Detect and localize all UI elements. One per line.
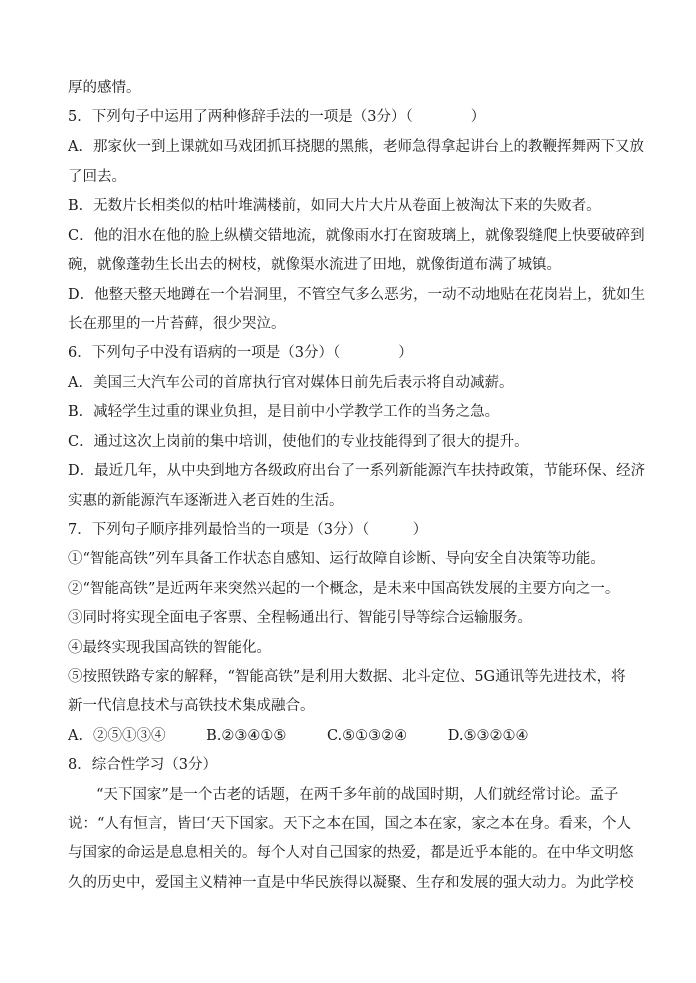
q7-options bbox=[68, 726, 564, 746]
q7-sentence-2: ②“智能高铁”是近两年来突然兴起的一个概念，是未来中国高铁发展的主要方向之一。 bbox=[68, 581, 620, 597]
q7-option-a: A．②⑤①③④ bbox=[68, 728, 166, 744]
question-5-stem: 5．下列句子中运用了两种修辞手法的一项是（3分）（ ） bbox=[68, 109, 486, 125]
q6-option-c: C．通过这次上岗前的集中培训，使他们的专业技能得到了很大的提升。 bbox=[68, 434, 529, 450]
text-line: 实惠的新能源汽车逐渐进入老百姓的生活。 bbox=[68, 493, 344, 509]
text-line: 了回去。 bbox=[68, 169, 126, 185]
q5-option-b: B．无数片长相类似的枯叶堆满楼前，如同大片大片从卷面上被淘汰下来的失败者。 bbox=[68, 198, 601, 214]
text-line: 长在那里的一片苔藓，很少哭泣。 bbox=[68, 316, 286, 332]
text-line: 厚的感情。 bbox=[68, 80, 141, 96]
q7-option-d: D.⑤③②①④ bbox=[447, 728, 529, 744]
q7-sentence-3: ③同时将实现全面电子客票、全程畅通出行、智能引导等综合运输服务。 bbox=[68, 610, 532, 626]
q7-option-b: B.②③④①⑤ bbox=[206, 728, 287, 744]
q7-option-c: C.⑤①③②④ bbox=[326, 728, 408, 744]
text-line: 碗，就像蓬勃生长出去的树枝，就像渠水流进了田地，就像街道布满了城镇。 bbox=[68, 257, 561, 273]
text-line: 新一代信息技术与高铁技术集成融合。 bbox=[68, 698, 315, 714]
q7-sentence-1: ①“智能高铁”列车具备工作状态自感知、运行故障自诊断、导向安全自决策等功能。 bbox=[68, 551, 605, 567]
q5-option-a: A．那家伙一到上课就如马戏团抓耳挠腮的黑熊，老师急得拿起讲台上的教鞭挥舞两下又放 bbox=[68, 139, 644, 155]
q7-sentence-4: ④最终实现我国高铁的智能化。 bbox=[68, 640, 271, 656]
q7-sentence-5: ⑤按照铁路专家的解释，“智能高铁”是利用大数据、北斗定位、5G通讯等先进技术，将 bbox=[68, 669, 626, 685]
question-7-stem: 7．下列句子顺序排列最恰当的一项是（3分）（ ） bbox=[68, 522, 428, 538]
q8-paragraph-line: 与国家的命运是息息相关的。每个人对自己国家的热爱，都是近乎本能的。在中华文明悠 bbox=[68, 845, 634, 861]
q5-option-c: C．他的泪水在他的脸上纵横交错地流，就像雨水打在窗玻璃上，就像裂缝爬上快要破碎到 bbox=[68, 228, 645, 244]
q8-paragraph-line: 说：“人有恒言，皆曰‘天下国家。天下之本在国，国之本在家，家之本在身。看来，个人 bbox=[68, 816, 632, 832]
q8-paragraph-line: 久的历史中，爱国主义精神一直是中华民族得以凝聚、生存和发展的强大动力。为此学校 bbox=[68, 875, 634, 891]
question-8-title: 8．综合性学习（3分） bbox=[68, 757, 217, 773]
q6-option-b: B．减轻学生过重的课业负担，是目前中小学教学工作的当务之急。 bbox=[68, 404, 500, 420]
q6-option-d: D．最近几年，从中央到地方各级政府出台了一系列新能源汽车扶持政策，节能环保、经济 bbox=[68, 463, 646, 479]
q8-paragraph-line: “天下国家”是一个古老的话题，在两千多年前的战国时期，人们就经常讨论。孟子 bbox=[96, 787, 619, 803]
question-6-stem: 6．下列句子中没有语病的一项是（3分）（ ） bbox=[68, 345, 413, 361]
q6-option-a: A．美国三大汽车公司的首席执行官对媒体日前先后表示将自动减薪。 bbox=[68, 375, 514, 391]
q5-option-d: D．他整天整天地蹲在一个岩洞里，不管空气多么恶劣，一动不动地贴在花岗岩上，犹如生 bbox=[68, 287, 646, 303]
